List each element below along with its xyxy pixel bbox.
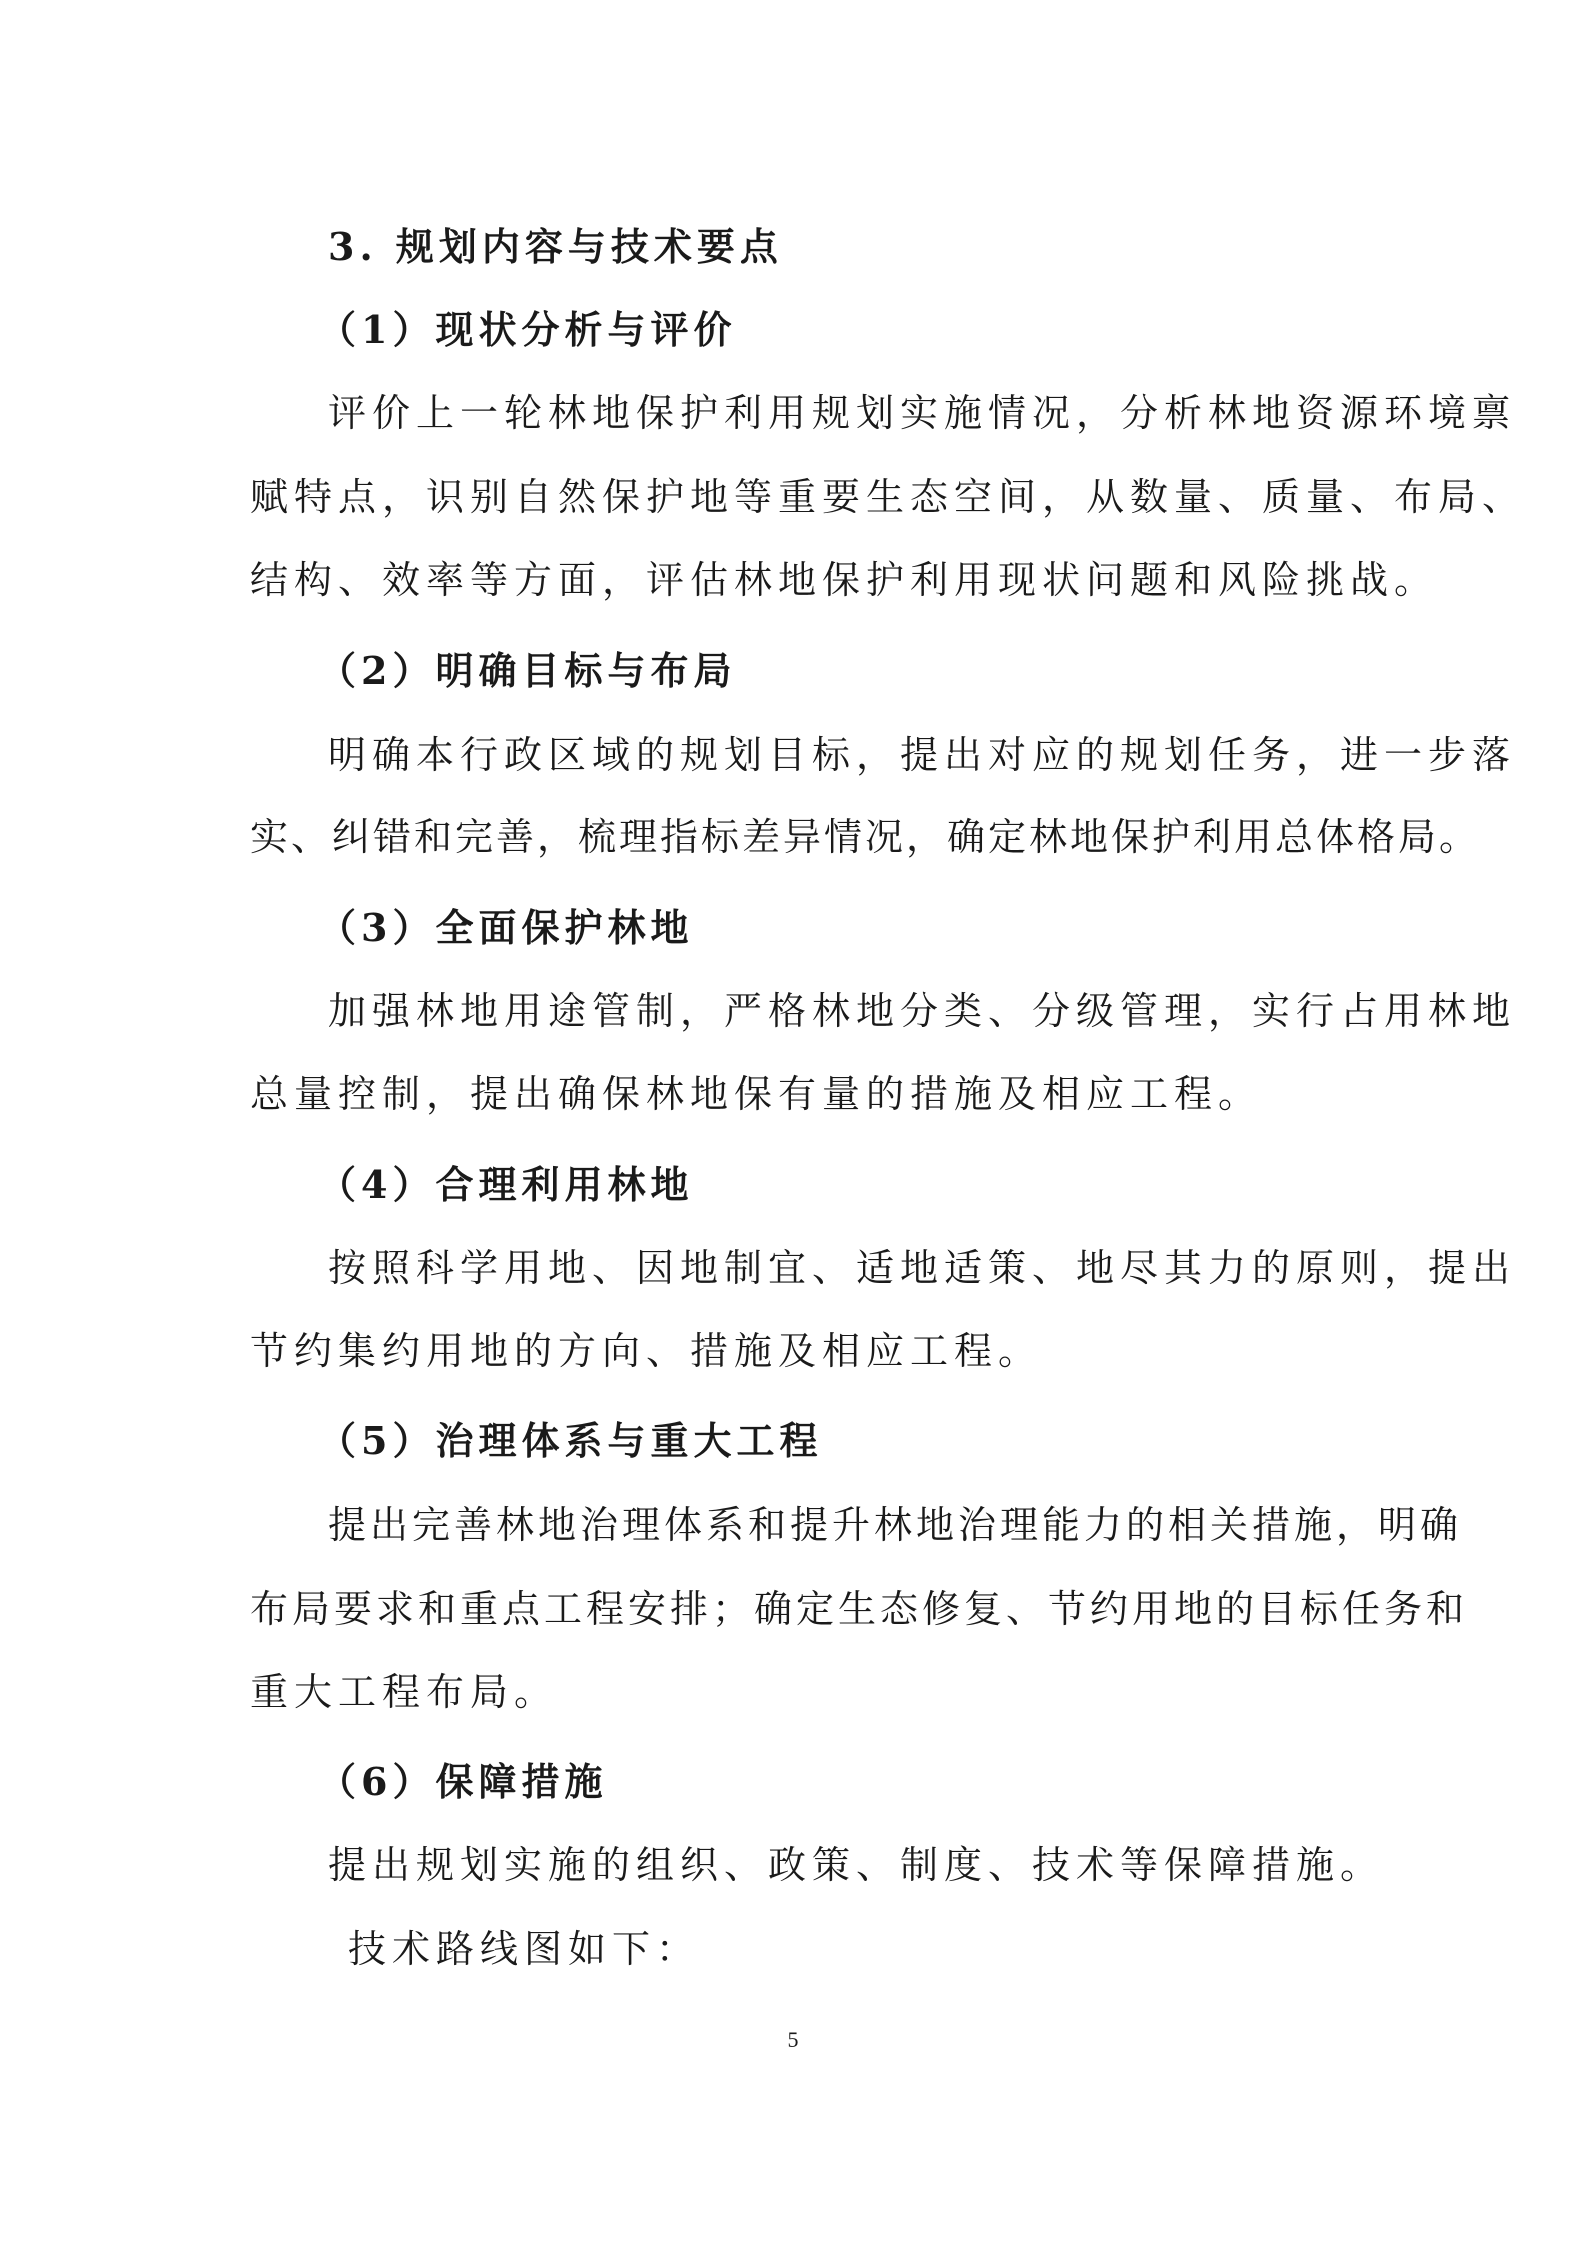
section-5-line-2: 布局要求和重点工程安排；确定生态修复、节约用地的目标任务和 [250, 1587, 1469, 1631]
section-6-line-1: 提出规划实施的组织、政策、制度、技术等保障措施。 [328, 1843, 1385, 1887]
section-4-line-1: 按照科学用地、因地制宜、适地适策、地尽其力的原则，提出 [328, 1246, 1517, 1290]
section-2-line-1: 明确本行政区域的规划目标，提出对应的规划任务，进一步落 [328, 733, 1517, 777]
section-1-line-2: 赋特点，识别自然保护地等重要生态空间，从数量、质量、布局、 [250, 475, 1527, 519]
section-3-heading: （3）全面保护林地 [318, 905, 694, 950]
section-6-heading: （6）保障措施 [318, 1759, 608, 1804]
section-5-line-3: 重大工程布局。 [250, 1670, 559, 1714]
section-4-heading: （4）合理利用林地 [318, 1162, 694, 1207]
section-1-heading: （1）现状分析与评价 [318, 307, 737, 352]
page-number: 5 [787, 2027, 799, 2052]
section-4-line-2: 节约集约用地的方向、措施及相应工程。 [250, 1329, 1043, 1373]
section-1-line-3: 结构、效率等方面，评估林地保护利用现状问题和风险挑战。 [250, 558, 1439, 602]
section-2-heading: （2）明确目标与布局 [318, 648, 737, 693]
main-heading: 3. 规划内容与技术要点 [328, 224, 783, 269]
section-5-line-1: 提出完善林地治理体系和提升林地治理能力的相关措施，明确 [328, 1503, 1463, 1547]
section-3-line-1: 加强林地用途管制，严格林地分类、分级管理，实行占用林地 [328, 989, 1517, 1033]
closing-line: 技术路线图如下： [348, 1927, 701, 1971]
section-2-line-2: 实、纠错和完善，梳理指标差异情况，确定林地保护利用总体格局。 [250, 815, 1481, 859]
section-1-line-1: 评价上一轮林地保护利用规划实施情况，分析林地资源环境禀 [328, 391, 1517, 435]
section-3-line-2: 总量控制，提出确保林地保有量的措施及相应工程。 [250, 1072, 1263, 1116]
section-5-heading: （5）治理体系与重大工程 [318, 1418, 823, 1463]
